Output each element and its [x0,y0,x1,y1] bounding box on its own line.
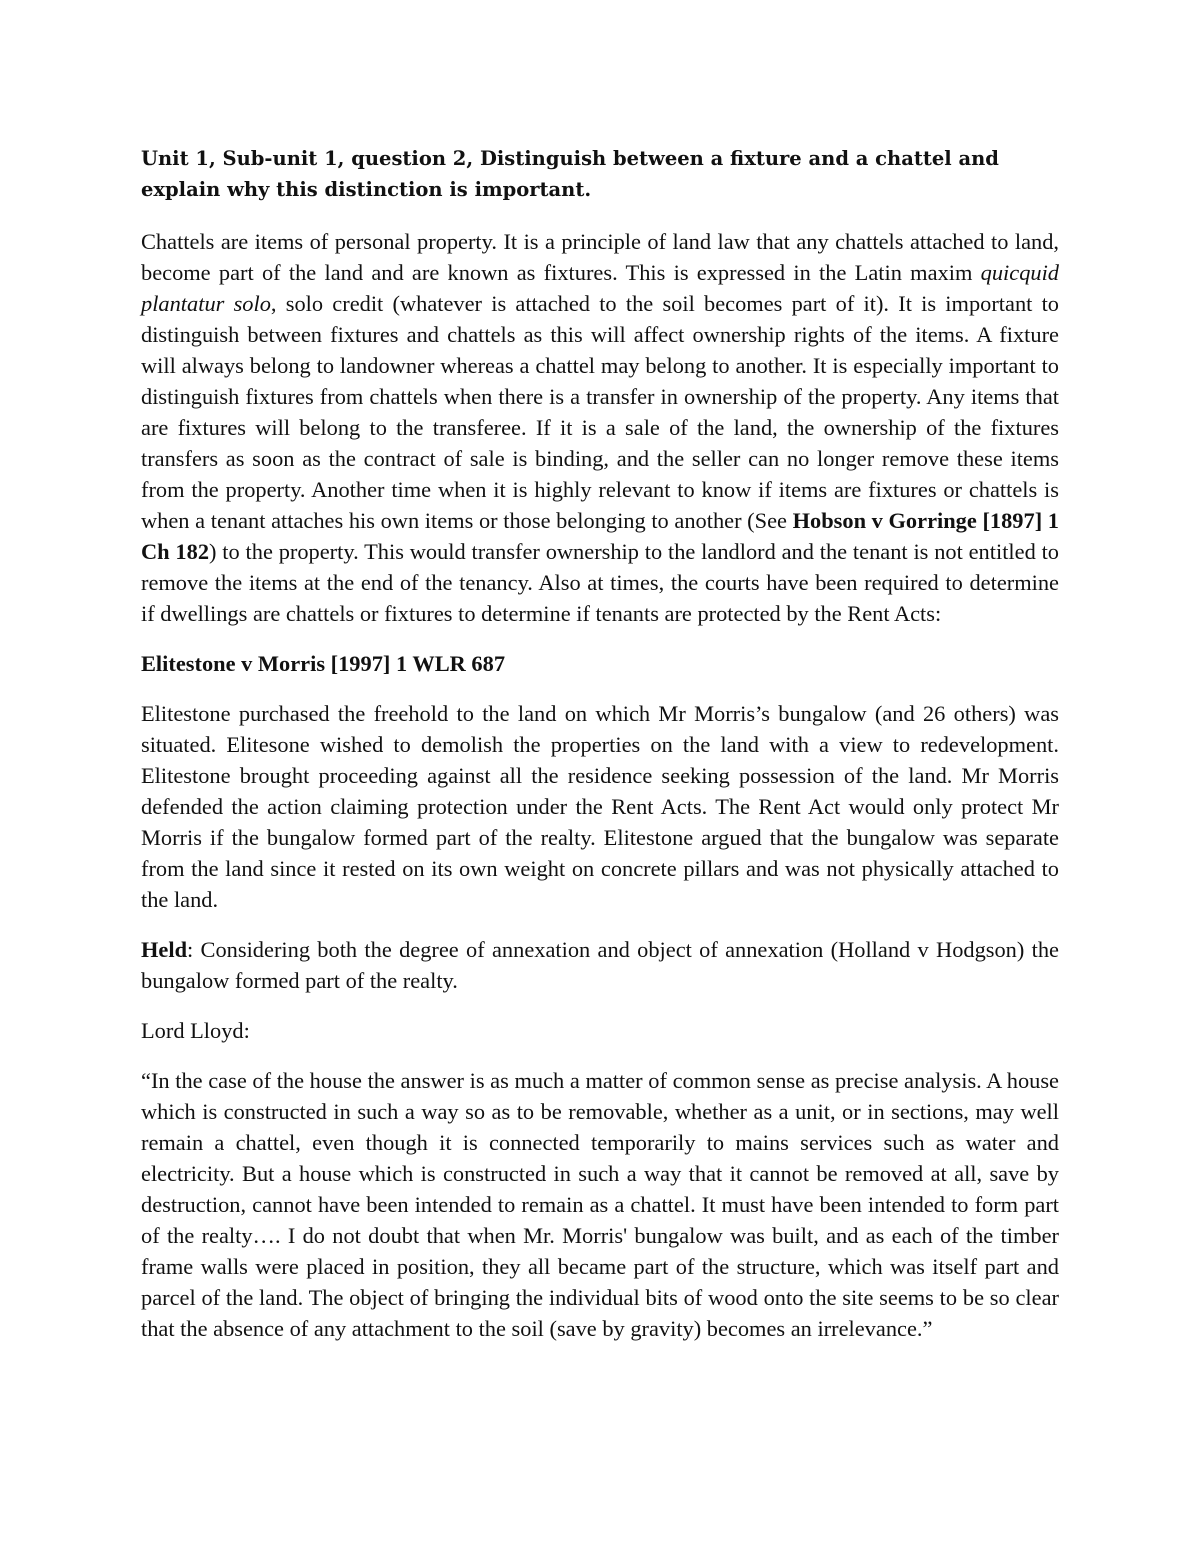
intro-text-2: , solo credit (whatever is attached to the soil becomes part of it). It is important to distinguish between fixtures and chattels as this will affect ownership rights of the items. A fixture will always belong to landowner whereas a chattel may belong to another. It is especially important to distinguish fixtures from chattels when there is a transfer in ownership of the property. Any items that are fixtures will belong to the transferee. If it is a sale of the land, the ownership of the fixtures transfers as soon as the contract of sale is binding, and the seller can no longer remove these items from the property. Another time when it is highly relevant to know if items are fixtures or chattels is when a tenant attaches his own items or those belonging to another (See [141,291,1060,533]
intro-paragraph [141,226,1059,629]
held-text: : Considering both the degree of annexation and object of annexation (Holland v Hodgson) the bungalow formed part of the realty. [141,937,1059,993]
held-paragraph [141,934,1059,996]
case-title: Elitestone v Morris [1997] 1 WLR 687 [141,651,506,676]
question-heading: Unit 1, Sub-unit 1, question 2, Distinguish between a fixture and a chattel and explain why this distinction is important. [141,147,999,201]
intro-text-1: Chattels are items of personal property. It is a principle of land law that any chattels attached to land, become part of the land and are known as fixtures. This is expressed in the Latin maxim [141,229,1059,285]
document-body [141,143,1059,1363]
intro-text-3: ) to the property. This would transfer ownership to the landlord and the tenant is not entitled to remove the items at the end of the tenancy. Also at times, the courts have been required to determine if dwellings are chattels or fixtures to determine if tenants are protected by the Rent Acts: [141,539,1059,626]
held-label: Held [141,937,188,962]
judge-name: Lord Lloyd: [141,1018,250,1043]
latin-maxim: quicquid plantatur solo [141,260,1059,316]
case-reference: Hobson v Gorringe [1897] 1 Ch 182 [141,508,1059,564]
judgment-quote: “In the case of the house the answer is as much a matter of common sense as precise analysis. A house which is constructed in such a way so as to be removable, whether as a unit, or in sections, may well remain a chattel, even though it is connected temporarily to mains services such as water and electricity. But a house which is constructed in such a way that it cannot be removed at all, save by destruction, cannot have been intended to remain as a chattel. It must have been intended to form part of the realty…. I do not doubt that when Mr. Morris' bungalow was built, and as each of the timber frame walls were placed in position, they all became part of the structure, which was itself part and parcel of the land. The object of bringing the individual bits of wood onto the site seems to be so clear that the absence of any attachment to the soil (save by gravity) becomes an irrelevance.” [141,1068,1059,1341]
facts-paragraph: Elitestone purchased the freehold to the land on which Mr Morris’s bungalow (and 26 others) was situated. Elitesone wished to demolish the properties on the land with a view to redevelopment. Elitestone brought proceeding against all the residence seeking possession of the land. Mr Morris defended the action claiming protection under the Rent Acts. The Rent Act would only protect Mr Morris if the bungalow formed part of the realty. Elitestone argued that the bungalow was separate from the land since it rested on its own weight on concrete pillars and was not physically attached to the land. [141,701,1059,912]
